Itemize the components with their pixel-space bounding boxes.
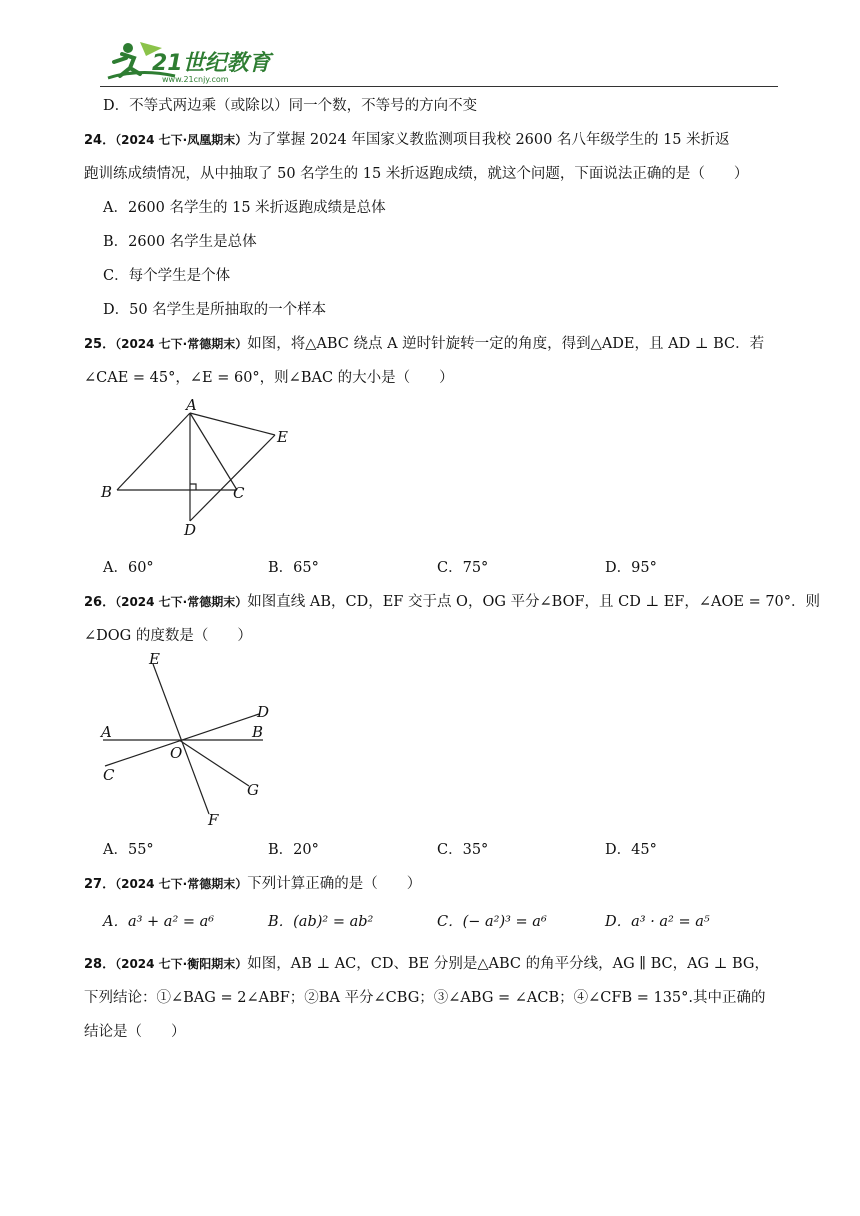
q28-number: 28． bbox=[84, 957, 116, 972]
q24-stem-line1 bbox=[84, 128, 730, 149]
q24-number: 24． bbox=[84, 133, 116, 148]
page-header bbox=[100, 38, 778, 87]
q26-source: （2024 七下·常德期末） bbox=[115, 595, 248, 609]
q26-label-o: O bbox=[170, 744, 183, 762]
q25-stem-text: 如图，将△ABC 绕点 A 逆时针旋转一定的角度，得到△ADE，且 AD ⊥ BC．若 bbox=[247, 336, 765, 352]
q27-option-c: C．(− a²)³ = a⁶ bbox=[437, 914, 547, 930]
logo-text: 21世纪教育 bbox=[152, 51, 271, 76]
q26-label-f: F bbox=[208, 811, 219, 829]
q24-option-b: B．2600 名学生是总体 bbox=[103, 234, 257, 250]
q26-label-c: C bbox=[103, 766, 115, 784]
q26-line-ef bbox=[153, 664, 209, 814]
q24-option-d: D．50 名学生是所抽取的一个样本 bbox=[103, 302, 327, 318]
q26-stem-line1 bbox=[84, 590, 820, 611]
q24-source: （2024 七下·凤凰期末） bbox=[115, 133, 248, 147]
q25-figure bbox=[95, 395, 305, 545]
q25-seg-ae bbox=[190, 413, 275, 435]
q26-stem-line2: ∠DOG 的度数是（ ） bbox=[84, 628, 252, 644]
q25-label-a: A bbox=[186, 396, 197, 414]
q24-stem-text: 为了掌握 2024 年国家义教监测项目我校 2600 名八年级学生的 15 米折返 bbox=[247, 132, 730, 148]
q25-option-c: C．75° bbox=[437, 560, 489, 576]
q25-number: 25． bbox=[84, 337, 116, 352]
q25-right-angle-mark bbox=[190, 484, 196, 490]
q25-label-c: C bbox=[233, 484, 245, 502]
q24-option-c: C．每个学生是个体 bbox=[103, 268, 231, 284]
q25-option-d: D．95° bbox=[605, 560, 657, 576]
q27-number: 27． bbox=[84, 877, 116, 892]
q25-label-d: D bbox=[184, 521, 197, 539]
q26-option-b: B．20° bbox=[268, 842, 319, 858]
q25-stem-line2: ∠CAE = 45°，∠E = 60°，则∠BAC 的大小是（ ） bbox=[84, 370, 454, 386]
q25-stem-line1 bbox=[84, 332, 764, 353]
q26-label-d: D bbox=[257, 703, 270, 721]
q27-option-b: B．(ab)² = ab² bbox=[268, 914, 374, 930]
q25-seg-ab bbox=[117, 413, 190, 490]
q27-stem-text: 下列计算正确的是（ ） bbox=[247, 876, 422, 892]
q25-option-b: B．65° bbox=[268, 560, 319, 576]
q26-label-e: E bbox=[149, 650, 160, 668]
q26-label-a: A bbox=[101, 723, 112, 741]
q26-stem-text: 如图直线 AB，CD，EF 交于点 O，OG 平分∠BOF，且 CD ⊥ EF，∠AOE = 70°．则 bbox=[247, 594, 821, 610]
q28-stem-line3: 结论是（ ） bbox=[84, 1024, 186, 1040]
q27-option-d: D．a³ · a² = a⁵ bbox=[605, 914, 710, 930]
q24-stem-line2: 跑训练成绩情况，从中抽取了 50 名学生的 15 米折返跑成绩，就这个问题，下面说法正确的是（ ） bbox=[84, 166, 749, 182]
q24-option-a: A．2600 名学生的 15 米折返跑成绩是总体 bbox=[103, 200, 386, 216]
q27-source: （2024 七下·常德期末） bbox=[115, 877, 248, 891]
q26-figure bbox=[95, 648, 295, 830]
q25-label-b: B bbox=[101, 483, 113, 501]
q25-seg-ac bbox=[190, 413, 237, 490]
logo bbox=[100, 38, 300, 84]
q27-stem-line bbox=[84, 872, 421, 893]
q28-stem-line2: 下列结论：①∠BAG = 2∠ABF；②BA 平分∠CBG；③∠ABG = ∠ACB；④∠CFB = 135°.其中正确的 bbox=[84, 990, 766, 1006]
q26-label-g: G bbox=[247, 781, 259, 799]
q25-seg-de bbox=[190, 435, 275, 521]
q25-source: （2024 七下·常德期末） bbox=[115, 337, 248, 351]
q25-option-a: A．60° bbox=[103, 560, 154, 576]
q26-option-c: C．35° bbox=[437, 842, 489, 858]
q26-option-a: A．55° bbox=[103, 842, 154, 858]
q28-source: （2024 七下·衡阳期末） bbox=[115, 957, 248, 971]
q27-option-a: A．a³ + a² = a⁶ bbox=[103, 914, 215, 930]
q23-option-d: D．不等式两边乘（或除以）同一个数，不等号的方向不变 bbox=[103, 98, 478, 114]
q26-option-d: D．45° bbox=[605, 842, 657, 858]
q26-label-b: B bbox=[252, 723, 264, 741]
q28-stem-line1 bbox=[84, 952, 769, 973]
q28-stem-text: 如图，AB ⊥ AC，CD、BE 分别是△ABC 的角平分线，AG ∥ BC，AG ⊥ BG， bbox=[247, 956, 770, 972]
q25-label-e: E bbox=[277, 428, 288, 446]
logo-url: www.21cnjy.com bbox=[162, 75, 229, 84]
q26-number: 26． bbox=[84, 595, 116, 610]
